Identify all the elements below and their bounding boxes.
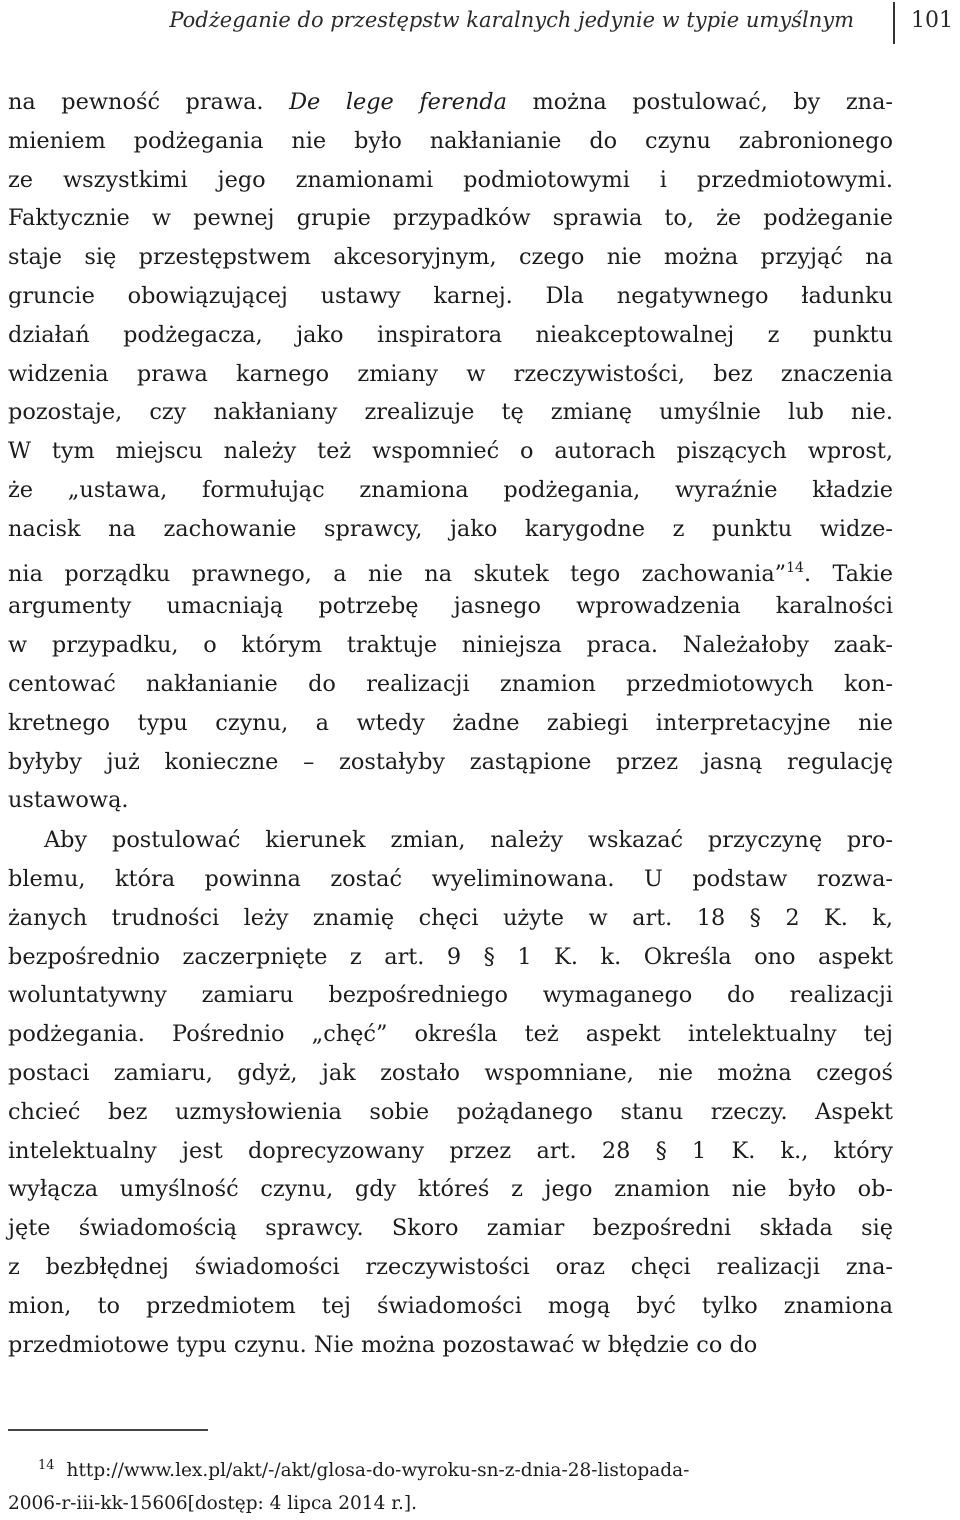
footnote-line [8,1449,893,1487]
footnote-reference[interactable]: 14 [786,559,804,576]
footnote-url[interactable]: http://www.lex.pl/akt/-/akt/glosa-do-wyroku-sn-z-dnia-28-listopada- [66,1460,690,1481]
header-divider [893,2,895,44]
text-line: mieniem podżegania nie było nakłanianie do czynu zabronionego [8,127,893,154]
text-line: gruncie obowiązującej ustawy karnej. Dla negatywnego ładunku [8,282,893,309]
text-line: jęte świadomością sprawcy. Skoro zamiar bezpośredni składa się [8,1215,893,1242]
text-line: staje się przestępstwem akcesoryjnym, czego nie można przyjąć na [8,244,893,271]
text-line: intelektualny jest doprecyzowany przez art. 28 § 1 K. k., który [8,1137,893,1164]
text-line: działań podżegacza, jako inspiratora nieakceptowalnej z punktu [8,321,893,348]
text-line: na pewność prawa. De lege ferenda można postulować, by zna- [8,89,893,115]
text-line: kretnego typu czynu, a wtedy żadne zabiegi interpretacyjne nie [8,709,893,736]
text-line: chcieć bez uzmysłowienia sobie pożądanego stanu rzeczy. Aspekt [8,1098,893,1125]
text-line: widzenia prawa karnego zmiany w rzeczywistości, bez znaczenia [8,360,893,387]
text-line: ze wszystkimi jego znamionami podmiotowymi i przedmiotowymi. [8,166,893,193]
text-line: żanych trudności leży znamię chęci użyte w art. 18 § 2 K. k, [8,904,893,931]
text-line: z bezbłędnej świadomości rzeczywistości oraz chęci realizacji zna- [8,1253,893,1280]
footnote-line: 2006-r-iii-kk-15606[dostęp: 4 lipca 2014 r.]. [8,1493,418,1514]
text-line: pozostaje, czy nakłaniany zrealizuje tę zmianę umyślnie lub nie. [8,399,893,426]
text-line: mion, to przedmiotem tej świadomości mogą być tylko znamiona [8,1292,893,1319]
text-line: w przypadku, o którym traktuje niniejsza praca. Należałoby zaak- [8,632,893,659]
text-line: W tym miejscu należy też wspomnieć o autorach piszących wprost, [8,438,893,465]
text-line: nia porządku prawnego, a nie na skutek tego zachowania”$^{14}$. Takie [8,559,894,587]
text-line: blemu, która powinna zostać wyeliminowana. U podstaw rozwa- [8,865,893,892]
text-line: woluntatywny zamiaru bezpośredniego wymaganego do realizacji [8,982,893,1009]
running-title: Podżeganie do przestępstw karalnych jedynie w typie umyślnym [169,8,854,32]
text-line: centować nakłanianie do realizacji znamion przedmiotowych kon- [8,670,893,697]
text-line: byłyby już konieczne – zostałyby zastąpione przez jasną regulację [8,748,893,775]
text-line: wyłącza umyślność czynu, gdy któreś z jego znamion nie było ob- [8,1176,893,1203]
paragraph [8,83,893,820]
text-line: ustawową. [8,787,129,814]
footnote-mark: 14 [38,1458,55,1473]
text-line: argumenty umacniają potrzebę jasnego wprowadzenia karalności [8,593,893,620]
paragraph [8,821,893,1364]
text-line: postaci zamiaru, gdyż, jak zostało wspomniane, nie można czegoś [8,1059,893,1086]
page-header [0,0,960,48]
text-line: nacisk na zachowanie sprawcy, jako karygodne z punktu widze- [8,515,893,542]
footnote [8,1449,893,1520]
text-line: Faktycznie w pewnej grupie przypadków sprawia to, że podżeganie [8,205,893,232]
text-line: Aby postulować kierunek zmian, należy wskazać przyczynę pro- [44,827,893,854]
text-line: bezpośrednio zaczerpnięte z art. 9 § 1 K. k. Określa ono aspekt [8,943,893,970]
text-line: że „ustawa, formułując znamiona podżegania, wyraźnie kładzie [8,476,893,503]
footnote-separator [8,1429,208,1431]
text-line: przedmiotowe typu czynu. Nie można pozostawać w błędzie co do [8,1331,758,1358]
page-number: 101 [911,8,953,33]
text-line: podżegania. Pośrednio „chęć” określa też aspekt intelektualny tej [8,1021,893,1048]
main-text [8,83,893,1364]
